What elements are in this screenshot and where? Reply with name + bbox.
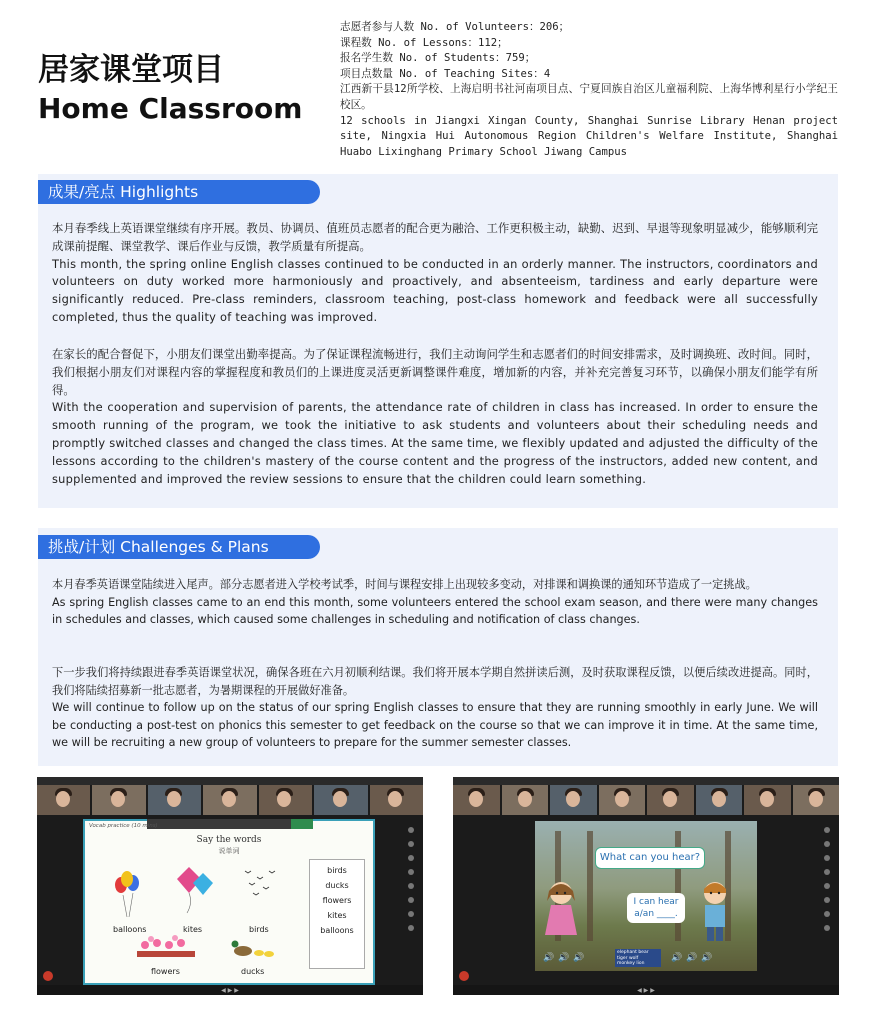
animal-word: monkey (617, 961, 635, 966)
ducks-icon (232, 941, 275, 958)
video-tile (370, 785, 423, 815)
video-tile (502, 785, 549, 815)
video-tile (453, 785, 500, 815)
tool-icon[interactable] (408, 841, 414, 847)
challenges-paragraph-2 (52, 664, 818, 752)
stat-volunteers: 志愿者参与人数 No. of Volunteers：206； (340, 21, 570, 33)
tool-icon[interactable] (408, 855, 414, 861)
listening-slide (535, 821, 757, 971)
animal-word: bear (638, 950, 649, 955)
tool-icon[interactable] (824, 883, 830, 889)
record-icon[interactable] (459, 971, 469, 981)
word-box-item: flowers (322, 896, 352, 905)
answer-line-1: I can hear (633, 897, 679, 907)
tool-icon[interactable] (824, 855, 830, 861)
stat-sites: 项目点数量 No. of Teaching Sites：4 (340, 67, 551, 80)
tool-icon[interactable] (408, 827, 414, 833)
animal-word-box (615, 949, 661, 967)
meeting-toolbar (405, 827, 417, 967)
tree-decoration (587, 831, 593, 941)
tool-icon[interactable] (408, 869, 414, 875)
tool-icon[interactable] (408, 897, 414, 903)
video-tile (696, 785, 743, 815)
animal-word: lion (636, 961, 645, 966)
birds-icon (245, 871, 275, 895)
meeting-toolbar (821, 827, 833, 967)
record-icon[interactable] (43, 971, 53, 981)
challenges-paragraph-1 (52, 576, 818, 629)
challenges-p2-en: We will continue to follow up on the status of our spring English classes to ensure that they are running smoothly in early June. We will be conducting a post-test on phonics this semester to get feedback on the course so that we can improve it in time. At the same time, we will be recruiting a new group of volunteers to prepare for the summer semester classes. (52, 701, 818, 750)
meeting-topbar (37, 777, 423, 785)
highlights-paragraph-2 (52, 346, 818, 488)
challenges-p1-cn: 本月春季英语课堂陆续进入尾声。部分志愿者进入学校考试季，时间与课程安排上出现较多变动，对排课和调换课的通知环节造成了一定挑战。 (52, 578, 757, 591)
vocab-slide (83, 819, 375, 985)
word-label: balloons (113, 925, 147, 934)
highlights-heading: 成果/亮点 Highlights (38, 180, 320, 204)
animal-word: wolf (628, 955, 639, 961)
highlights-p2-en: With the cooperation and supervision of parents, the attendance rate of children in class has increased. In order to ensure the smooth running of the program, we took the initiative to ask students and volunteers about their scheduling needs and promptly switched classes and changed the class times. At the same time, we flexibly updated and adjusted the difficulty of the lessons according to the children's mastery of the course content and the progress of the instructors, added new content, and supplemented and improved the review sessions to ensure that the children could learn something. (52, 400, 818, 486)
challenges-heading: 挑战/计划 Challenges & Plans (38, 535, 320, 559)
video-tile (599, 785, 646, 815)
video-tile (92, 785, 145, 815)
page-title-cn: 居家课堂项目 (38, 52, 224, 88)
girl-character-icon (541, 879, 581, 941)
video-tile (203, 785, 256, 815)
stat-sites-en: 12 schools in Jiangxi Xingan County, Shanghai Sunrise Library Henan project site, Ningxia Hui Autonomous Region Children's Welfare Institute, Shanghai Huabo Lixinghang Primary School Jiwang Campus (340, 114, 838, 158)
page-nav-icon[interactable]: ◀ ▶ ▶ (221, 987, 239, 994)
stat-students: 报名学生数 No. of Students：759； (340, 52, 536, 65)
tool-icon[interactable] (408, 911, 414, 917)
tool-icon[interactable] (824, 841, 830, 847)
video-tile (259, 785, 312, 815)
question-bubble: What can you hear? (595, 847, 705, 869)
tool-icon[interactable] (824, 925, 830, 931)
stats-block (340, 20, 838, 160)
meeting-bottombar (453, 985, 839, 995)
highlights-p1-en: This month, the spring online English classes continued to be conducted in an orderly manner. The instructors, coordinators and volunteers on duty worked more harmoniously and proactively, and absenteeism, tardiness and early departure were significantly reduced. Pre-class reminders, classroom teaching, post-class homework and feedback were all successfully completed, thus the quality of teaching was improved. (52, 256, 818, 324)
speaker-icon[interactable]: 🔊🔊🔊 (543, 953, 589, 963)
speaker-icon[interactable]: 🔊🔊🔊 (671, 953, 717, 963)
word-label: kites (183, 925, 203, 934)
balloons-icon (115, 871, 139, 917)
word-box-item: kites (327, 911, 347, 920)
animal-word: tiger (617, 955, 628, 961)
challenges-p1-en: As spring English classes came to an end this month, some volunteers entered the school exam season, and there were many changes in schedules and classes, which caused some challenges in scheduling and notification of class changes. (52, 595, 818, 627)
video-tile (37, 785, 90, 815)
tool-icon[interactable] (824, 869, 830, 875)
kites-icon (177, 867, 213, 913)
page-title-en: Home Classroom (38, 92, 303, 125)
tool-icon[interactable] (408, 883, 414, 889)
video-tile (647, 785, 694, 815)
slide-title: Say the words (196, 835, 262, 845)
highlights-paragraph-1 (52, 220, 818, 327)
vocab-label: Vocab practice (10 mins) (89, 823, 158, 829)
word-label: flowers (151, 967, 180, 976)
tool-icon[interactable] (824, 911, 830, 917)
video-strip (37, 785, 423, 815)
stat-sites-cn: 江西新干县12所学校、上海启明书社河南项目点、宁夏回族自治区儿童福利院、上海华博利星行小学纪王校区。 (340, 83, 838, 111)
word-box-item: birds (327, 866, 347, 875)
meeting-bottombar (37, 985, 423, 995)
challenges-p2-cn: 下一步我们将持续跟进春季英语课堂状况，确保各班在六月初顺利结课。我们将开展本学期自然拼读后测，及时获取课程反馈，以便后续改进提高。同时，我们将陆续招募新一批志愿者，为暑期课程的开展做好准备。 (52, 666, 818, 697)
video-strip (453, 785, 839, 815)
tool-icon[interactable] (408, 925, 414, 931)
word-label: ducks (241, 967, 265, 976)
highlights-p1-cn: 本月春季线上英语课堂继续有序开展。教员、协调员、值班员志愿者的配合更为融洽、工作更积极主动，缺勤、迟到、早退等现象明显减少，能够顺利完成课前提醒、课堂教学、课后作业与反馈，教学质量有所提高。 (52, 221, 818, 253)
answer-bubble (627, 893, 685, 923)
video-tile (550, 785, 597, 815)
video-tile (744, 785, 791, 815)
flowers-icon (137, 935, 195, 957)
animal-word: elephant (617, 950, 637, 955)
slide-title-cn: 说单词 (218, 847, 240, 855)
video-tile (314, 785, 367, 815)
highlights-p2-cn: 在家长的配合督促下，小朋友们课堂出勤率提高。为了保证课程流畅进行，我们主动询问学生和志愿者们的时间安排需求，及时调换班、改时间。同时，我们根据小朋友们对课程内容的掌握程度和教员们的上课进度灵活更新调整课件难度，增加新的内容，并补充完善复习环节，以确保小朋友们能学有所得。 (52, 347, 818, 397)
class-screenshot-listening (453, 777, 839, 995)
word-box-item: balloons (320, 926, 354, 935)
class-screenshot-vocab (37, 777, 423, 995)
stat-lessons: 课程数 No. of Lessons：112； (340, 36, 508, 49)
tool-icon[interactable] (824, 827, 830, 833)
meeting-topbar (453, 777, 839, 785)
answer-line-2: a/an ____. (634, 909, 678, 919)
word-label: birds (249, 925, 269, 934)
word-box-item: ducks (325, 881, 349, 890)
video-tile (793, 785, 840, 815)
boy-character-icon (695, 879, 735, 943)
page-nav-icon[interactable]: ◀ ▶ ▶ (637, 987, 655, 994)
word-box (309, 859, 365, 969)
video-tile (148, 785, 201, 815)
tool-icon[interactable] (824, 897, 830, 903)
